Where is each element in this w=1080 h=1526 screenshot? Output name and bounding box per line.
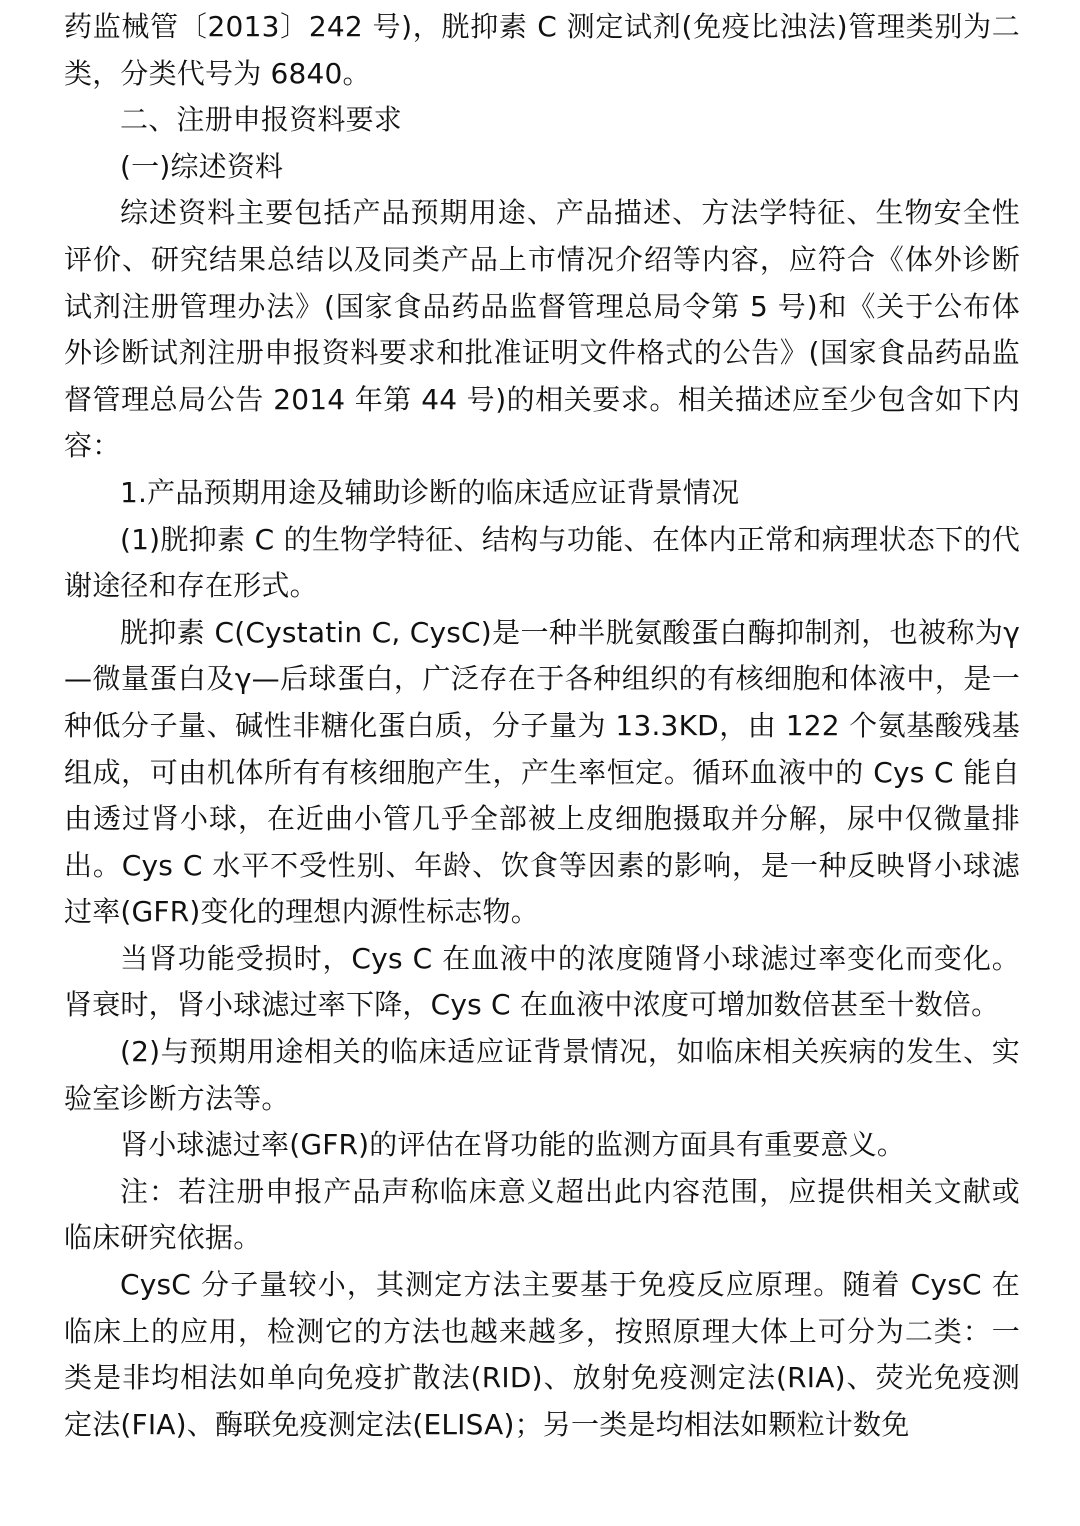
document-page (64, 4, 1020, 1448)
paragraph-note: 注：若注册申报产品声称临床意义超出此内容范围，应提供相关文献或临床研究依据。 (64, 1174, 1020, 1255)
item-biological-features: (1)胱抑素 C 的生物学特征、结构与功能、在体内正常和病理状态下的代谢途径和存在形式。 (64, 522, 1020, 603)
subsection-heading-overview: (一)综述资料 (120, 149, 284, 183)
section-heading-registration-requirements: 二、注册申报资料要求 (120, 103, 403, 137)
paragraph-gfr-importance: 肾小球滤过率(GFR)的评估在肾功能的监测方面具有重要意义。 (120, 1128, 906, 1162)
item-heading-intended-use: 1.产品预期用途及辅助诊断的临床适应证背景情况 (120, 475, 740, 509)
paragraph-measurement-methods: CysC 分子量较小，其测定方法主要基于免疫反应原理。随着 CysC 在临床上的应用，检测它的方法也越来越多，按照原理大体上可分为二类：一类是非均相法如单向免疫扩散法(RID)、放射免疫测定法(RIA)、荧光免疫测定法(FIA)、酶联免疫测定法(ELISA)；另一类是均相法如颗粒计数免 (64, 1268, 1020, 1441)
paragraph-renal-impairment: 当肾功能受损时，Cys C 在血液中的浓度随肾小球滤过率变化而变化。肾衰时，肾小球滤过率下降，Cys C 在血液中浓度可增加数倍甚至十数倍。 (64, 941, 1020, 1022)
paragraph-cystatin-c-description: 胱抑素 C(Cystatin C, CysC)是一种半胱氨酸蛋白酶抑制剂，也被称为γ—微量蛋白及γ—后球蛋白，广泛存在于各种组织的有核细胞和体液中，是一种低分子量、碱性非糖化蛋白质，分子量为 13.3KD，由 122 个氨基酸残基组成，可由机体所有有核细胞产生，产生率恒定。循环血液中的 Cys C 能自由透过肾小球，在近曲小管几乎全部被上皮细胞摄取并分解，尿中仅微量排出。Cys C 水平不受性别、年龄、饮食等因素的影响，是一种反映肾小球滤过率(GFR)变化的理想内源性标志物。 (64, 615, 1020, 929)
paragraph-classification: 药监械管〔2013〕242 号)，胱抑素 C 测定试剂(免疫比浊法)管理类别为二类，分类代号为 6840。 (64, 10, 1020, 90)
paragraph-overview-content: 综述资料主要包括产品预期用途、产品描述、方法学特征、生物安全性评价、研究结果总结以及同类产品上市情况介绍等内容，应符合《体外诊断试剂注册管理办法》(国家食品药品监督管理总局令第 5 号)和《关于公布体外诊断试剂注册申报资料要求和批准证明文件格式的公告》(国家食品药品监督管理总局公告 2014 年第 44 号)的相关要求。相关描述应至少包含如下内容： (64, 196, 1020, 463)
item-clinical-background: (2)与预期用途相关的临床适应证背景情况，如临床相关疾病的发生、实验室诊断方法等。 (64, 1035, 1020, 1115)
